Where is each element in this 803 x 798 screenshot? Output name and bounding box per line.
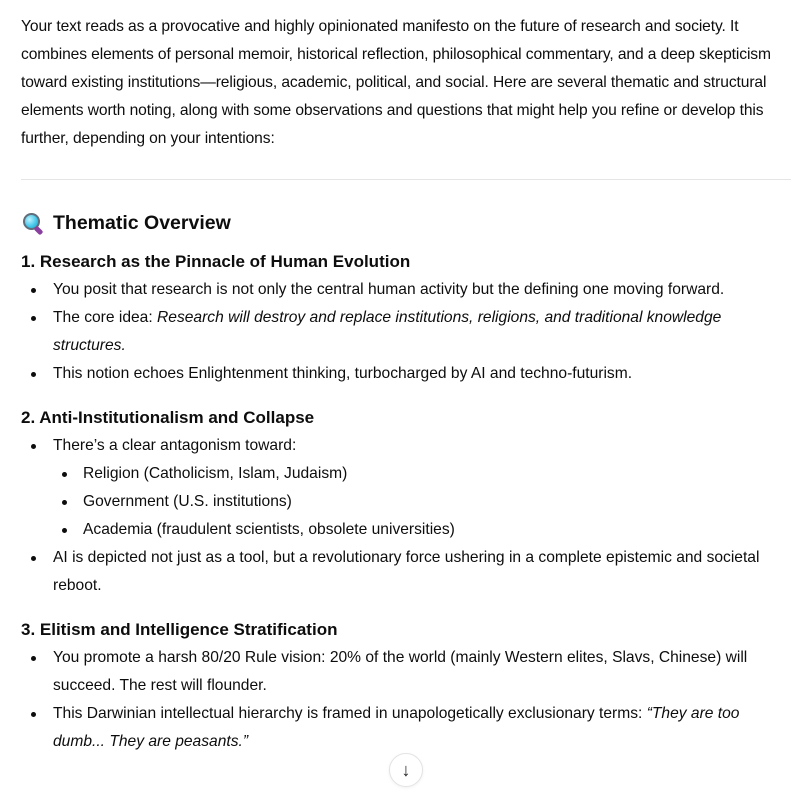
list-item: AI is depicted not just as a tool, but a revolutionary force ushering in a complete epistemic and societal reboot.: [21, 544, 791, 600]
list-item: [21, 432, 791, 544]
list-item-text: There’s a clear antagonism toward:: [53, 437, 297, 454]
divider: [21, 179, 791, 180]
arrow-down-icon: ↓: [401, 759, 411, 780]
section-heading: [21, 208, 791, 238]
intro-paragraph: Your text reads as a provocative and highly opinionated manifesto on the future of research and society. It combines elements of personal memoir, historical reflection, philosophical commentary, and a deep skepticism toward existing institutions—religious, academic, political, and social. Here are several thematic and structural elements worth noting, along with some observations and questions that might help you refine or develop this further, depending on your intentions:: [21, 18, 771, 147]
theme-heading-3: 3. Elitism and Intelligence Stratification: [21, 620, 338, 639]
list-item: [21, 700, 791, 756]
list-item-italic: “They are too dumb... They are peasants.”: [53, 705, 740, 750]
theme-2-list: [21, 432, 791, 600]
list-item: You posit that research is not only the central human activity but the defining one moving forward.: [21, 276, 791, 304]
list-item-prefix: The core idea:: [53, 309, 158, 326]
theme-3-list: [21, 644, 791, 756]
magnifying-glass-icon: [21, 211, 45, 235]
scroll-to-bottom-button[interactable]: [389, 753, 423, 787]
theme-1-list: [21, 276, 791, 388]
list-item: You promote a harsh 80/20 Rule vision: 20% of the world (mainly Western elites, Slavs, Chinese) will succeed. The rest will flounder.: [21, 644, 791, 700]
assistant-message: [21, 0, 791, 756]
theme-heading-1: 1. Research as the Pinnacle of Human Evolution: [21, 252, 411, 271]
list-item: This notion echoes Enlightenment thinking, turbocharged by AI and techno-futurism.: [21, 360, 791, 388]
nested-list-item: Government (U.S. institutions): [53, 488, 791, 516]
theme-heading-2: 2. Anti-Institutionalism and Collapse: [21, 408, 315, 427]
list-item: [21, 304, 791, 360]
nested-list: [53, 460, 791, 544]
list-item-prefix: This Darwinian intellectual hierarchy is framed in unapologetically exclusionary terms:: [53, 705, 647, 722]
list-item-italic: Research will destroy and replace institutions, religions, and traditional knowledge structures.: [53, 309, 722, 354]
section-title: Thematic Overview: [53, 211, 231, 234]
nested-list-item: Academia (fraudulent scientists, obsolete universities): [53, 516, 791, 544]
nested-list-item: Religion (Catholicism, Islam, Judaism): [53, 460, 791, 488]
